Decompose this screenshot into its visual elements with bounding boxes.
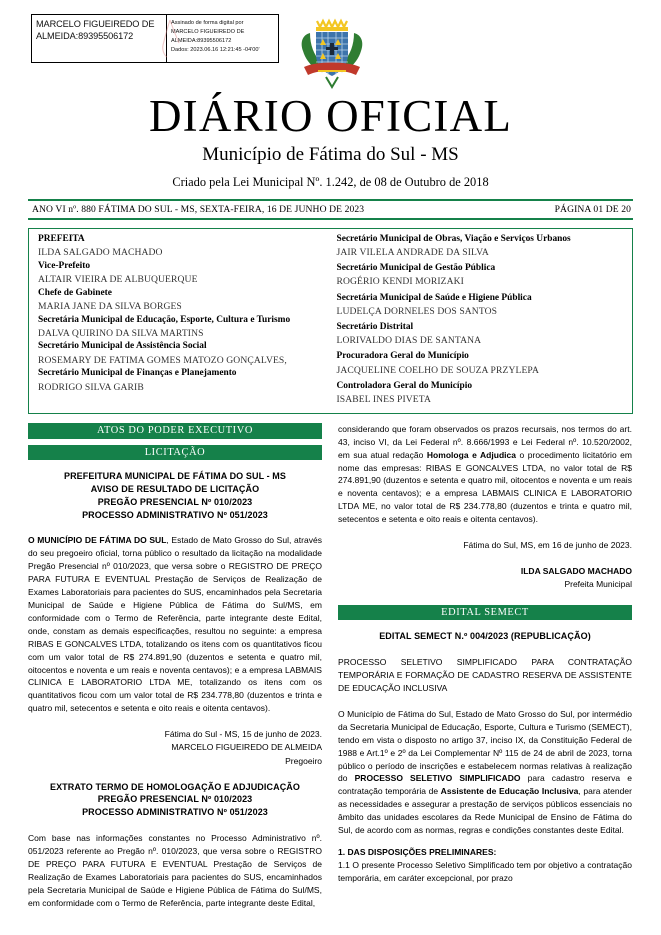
official-role: Secretário Municipal de Finanças e Planejamento [38, 368, 237, 379]
content-columns [28, 423, 633, 910]
homologacao-bold: Homologa e Adjudica [426, 449, 517, 460]
official-name: LUDELÇA DORNELES DOS SANTOS [336, 305, 498, 317]
edital-intro-paragraph [338, 708, 632, 837]
issue-info-bar [28, 201, 633, 220]
official-role: Vice-Prefeito [38, 260, 91, 271]
extrato-heading [28, 781, 322, 819]
signature-metadata [166, 15, 278, 62]
extrato-paragraph: Com base nas informações constantes no Processo Administrativo nº. 051/2023 referente ao Pregão nº. 010/2023, que versa sobre o REGISTRO DE PREÇO PARA FUTURA E EVENTUAL Prestação de Serviços de Realização de Exames Laboratoriais para pacientes do SUS, encaminhados pela Secretaria Municipal de Saúde e Higiene Pública de Fátima do Sul/MS, em conformidade com o Termo de Referência, parte integrante deste Edital, [28, 832, 322, 908]
official-name: ROGÉRIO KENDI MORIZAKI [336, 276, 464, 288]
official-role: Secretário Municipal de Obras, Viação e Serviços Urbanos [336, 233, 571, 244]
issue-info-left: ANO VI nº. 880 FÁTIMA DO SUL - MS, SEXTA-FEIRA, 16 DE JUNHO DE 2023 [32, 203, 365, 215]
signature-person: MARCELO FIGUEIREDO DE ALMEIDA [171, 742, 322, 753]
column-left [28, 423, 322, 910]
edital-intro-bold-2: Assistente de Educação Inclusiva [440, 786, 579, 797]
official-name: JACQUELINE COELHO DE SOUZA PRZYLEPA [336, 364, 539, 376]
page-title: DIÁRIO OFICIAL [148, 91, 513, 141]
officials-column-left [29, 233, 331, 407]
extrato-heading-line: EXTRATO TERMO DE HOMOLOGAÇÃO E ADJUDICAÇÃO [49, 781, 301, 792]
official-role: PREFEITA [38, 233, 85, 244]
official-name: ISABEL INES PIVETA [336, 394, 431, 406]
signature-block-pregoeiro [28, 728, 322, 768]
signature-block-prefeita [338, 565, 632, 591]
extrato-heading-line: PREGÃO PRESENCIAL Nº 010/2023 [97, 794, 253, 805]
aviso-lead: O MUNICÍPIO DE FÁTIMA DO SUL [28, 535, 167, 546]
official-name: RODRIGO SILVA GARIB [38, 381, 144, 393]
masthead-lawline: Criado pela Lei Municipal Nº. 1.242, de 08 de Outubro de 2018 [172, 174, 489, 189]
column-right [338, 423, 632, 910]
edital-intro-bold-1: PROCESSO SELETIVO SIMPLIFICADO [354, 773, 521, 784]
signature-meta-line-2: MARCELO FIGUEIREDO DE ALMEIDA:89395506172 [171, 29, 245, 45]
official-role: Secretária Municipal de Educação, Esporte, Cultura e Turismo [38, 314, 291, 325]
disposicoes-heading [338, 846, 632, 859]
signature-person: ILDA SALGADO MACHADO [520, 566, 632, 577]
official-name: JAIR VILELA ANDRADE DA SILVA [336, 246, 489, 258]
signature-meta-line-3: Dados: 2023.06.16 12:21:45 -04'00' [171, 47, 260, 54]
section-bar-edital-semect: EDITAL SEMECT [338, 605, 632, 621]
aviso-heading [28, 470, 322, 521]
edital-subtitle: PROCESSO SELETIVO SIMPLIFICADO PARA CONTRATAÇÃO TEMPORÁRIA E FORMAÇÃO DE CADASTRO RESERVA DE ASSISTENTE DE EDUCAÇÃO INCLUSIVA [338, 657, 632, 693]
aviso-body: , Estado de Mato Grosso do Sul, através do seu pregoeiro oficial, torna público o resultado da licitação na modalidade Pregão Presencial nº 010/2023, que versa sobre o REGISTRO DE PREÇO PARA FUTURA E EVENTUAL Prestação de Serviços de Realização de Exames Laboratoriais para pacientes do SUS, encaminhados pela Secretaria Municipal de Saúde e Higiene Pública de Fátima do Sul/MS, em conformidade com o Termo de Referência, parte integrante deste Edital, onde, constam as demais especificações, resultou no seguinte: a empresa RIBAS E GONCALVES LTDA, totalizando os itens com os quantitativos ficou com um valor total de R$ 274.891,90 (duzentos e setenta e quatro mil, oitocentos e noventa e um reais e noventa centavos); e a empresa LABMAIS CLINICA E LABORATORIO LTDA ME, totalizando os itens com os quantitativos ficou com um valor total de R$ 234.778,80 (duzentos e trinta e quatro mil, setecentos e setenta e oito reais e oitenta centavos). [28, 535, 323, 714]
official-role: Secretária Municipal de Saúde e Higiene Pública [336, 292, 532, 303]
extrato-heading-line: PROCESSO ADMINISTRATIVO Nº 051/2023 [82, 807, 268, 818]
signature-date: Fátima do Sul - MS, 15 de junho de 2023. [164, 729, 322, 740]
officials-box [28, 228, 633, 414]
edital-heading: EDITAL SEMECT N.º 004/2023 (REPUBLICAÇÃO) [379, 631, 591, 642]
issue-info-right: PÁGINA 01 DE 20 [554, 203, 631, 215]
homologacao-part-1: considerando que foram observados os prazos recursais, nos termos do art. 43, inciso VI, da Lei Federal nº. 8.666/1993 e Lei Federal nº. 10.520/2002, em sua atual redação [338, 423, 632, 460]
disposicoes-heading-text: 1. DAS DISPOSIÇÕES PRELIMINARES: [338, 846, 497, 857]
aviso-heading-line: PREFEITURA MUNICIPAL DE FÁTIMA DO SUL - MS [63, 471, 287, 482]
homologacao-part-2: o procedimento licitatório em nome das empresas: RIBAS E GONCALVES LTDA, no valor total de R$ 274.891,90 (duzentos e setenta e quatro mil, oitocentos e noventa e um reais e noventa centavos); e a empresa LABMAIS CLINICA E LABORATORIO LTDA ME, no valor total de R$ 234.778,80 (duzentos e trinta e quatro mil, setecentos e setenta e oito reais e oitenta centavos). [338, 449, 633, 525]
aviso-heading-line: AVISO DE RESULTADO DE LICITAÇÃO [90, 484, 260, 495]
aviso-heading-line: PROCESSO ADMINISTRATIVO Nº 051/2023 [82, 509, 268, 520]
official-name: LORIVALDO DIAS DE SANTANA [336, 335, 482, 347]
coat-of-arms-icon [296, 11, 368, 91]
signature-date-prefeita [338, 539, 632, 552]
official-role: Procuradora Geral do Município [336, 351, 469, 362]
masthead-subtitle: Município de Fátima do Sul - MS [202, 144, 459, 165]
signature-name: MARCELO FIGUEIREDO DE ALMEIDA:89395506172 [36, 19, 155, 42]
signature-squiggle-icon [157, 19, 183, 59]
digital-signature-stamp [31, 14, 279, 63]
official-name: DALVA QUIRINO DA SILVA MARTINS [38, 327, 204, 339]
section-bar-licitacao: LICITAÇÃO [28, 445, 322, 461]
signature-role: Pregoeiro [285, 755, 322, 766]
signature-meta-line-1: Assinado de forma digital por [171, 20, 244, 26]
signature-role: Prefeita Municipal [564, 579, 632, 590]
section-bar-atos: ATOS DO PODER EXECUTIVO [28, 423, 322, 439]
official-name: ROSEMARY DE FATIMA GOMES MATOZO GONÇALVES, [38, 354, 287, 366]
signature-date: Fátima do Sul, MS, em 16 de junho de 2023. [463, 540, 632, 551]
officials-column-right [331, 233, 633, 407]
official-role: Secretário Distrital [336, 322, 414, 332]
disposicoes-paragraph: 1.1 O presente Processo Seletivo Simplificado tem por objetivo a contratação temporária, em caráter excepcional, por prazo [338, 859, 632, 883]
edital-intro-part-1: O Município de Fátima do Sul, Estado de Mato Grosso do Sul, por intermédio da Secretaria Municipal de Educação, Esporte, Cultura e Turismo (SEMECT), tendo em vista o disposto no artigo 37, inciso IX, da Constituição Federal de 1988 e Art.1º e 2º da Lei Complementar Nº 115 de 24 de abril de 2023, torna público o período de inscrições e estabelecem normas relativas à realização do [338, 708, 632, 784]
official-role: Chefe de Gabinete [38, 287, 112, 298]
official-name: ILDA SALGADO MACHADO [38, 246, 163, 258]
official-role: Secretário Municipal de Gestão Pública [336, 263, 496, 274]
official-name: MARIA JANE DA SILVA BORGES [38, 300, 182, 312]
homologacao-paragraph [338, 423, 632, 526]
official-role: Secretário Municipal de Assistência Social [38, 341, 207, 352]
official-role: Controladora Geral do Município [336, 380, 473, 391]
aviso-heading-line: PREGÃO PRESENCIAL Nº 010/2023 [97, 496, 253, 507]
aviso-paragraph [28, 534, 322, 715]
edital-intro-part-3: , para atender as necessidades e assegurar a prestação de serviços públicos essenciais no âmbito das unidades escolares da Rede Municipal de Ensino de Fátima do Sul, de acordo com as normas, regras e condições constantes deste Edital. [338, 786, 632, 836]
edital-intro-part-2: para cadastro reserva e contratação temporária de [338, 773, 632, 797]
official-name: ALTAIR VIEIRA DE ALBUQUERQUE [38, 273, 198, 285]
